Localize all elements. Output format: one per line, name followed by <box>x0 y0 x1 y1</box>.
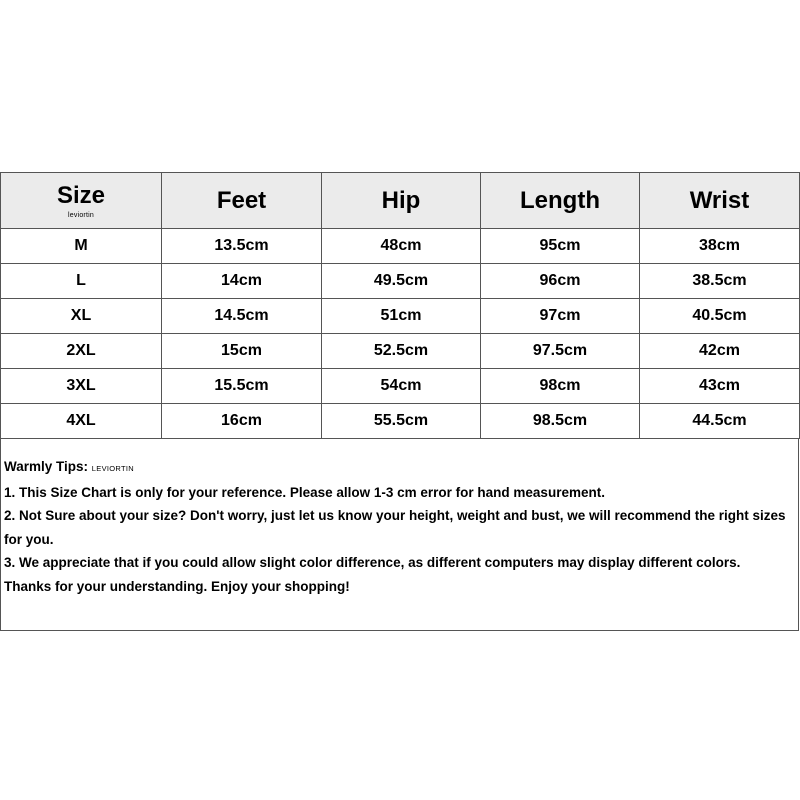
cell-length: 97.5cm <box>481 334 640 369</box>
table-row <box>1 404 800 439</box>
tip-line: 3. We appreciate that if you could allow slight color difference, as different computers may display different colors. <box>4 555 741 570</box>
cell-wrist: 38cm <box>640 229 800 264</box>
cell-size: L <box>1 264 162 299</box>
cell-feet: 15cm <box>162 334 322 369</box>
cell-feet: 15.5cm <box>162 369 322 404</box>
cell-feet: 13.5cm <box>162 229 322 264</box>
cell-length: 97cm <box>481 299 640 334</box>
table-header-row <box>1 173 800 229</box>
header-size-brand: leviortin <box>68 212 94 219</box>
tips-title: Warmly Tips: <box>4 459 89 474</box>
table-row <box>1 369 800 404</box>
cell-size: 2XL <box>1 334 162 369</box>
tip-line: 1. This Size Chart is only for your reference. Please allow 1-3 cm error for hand measurement. <box>4 484 605 500</box>
cell-feet: 16cm <box>162 404 322 439</box>
size-chart <box>0 172 799 631</box>
table-row <box>1 299 800 334</box>
size-table <box>0 172 800 439</box>
cell-hip: 51cm <box>322 299 481 334</box>
tip-line: 2. Not Sure about your size? Don't worry, just let us know your height, weight and bust, we will recommend the right sizes for you. <box>4 508 786 547</box>
table-row <box>1 264 800 299</box>
tips-heading <box>4 455 798 481</box>
cell-hip: 49.5cm <box>322 264 481 299</box>
cell-wrist: 44.5cm <box>640 404 800 439</box>
cell-length: 96cm <box>481 264 640 299</box>
cell-size: 4XL <box>1 404 162 439</box>
table-row <box>1 334 800 369</box>
tip-line: Thanks for your understanding. Enjoy your shopping! <box>4 578 350 594</box>
header-size <box>1 173 162 229</box>
header-wrist: Wrist <box>640 173 800 229</box>
header-feet: Feet <box>162 173 322 229</box>
cell-hip: 48cm <box>322 229 481 264</box>
warmly-tips-box <box>0 439 799 631</box>
cell-size: XL <box>1 299 162 334</box>
cell-wrist: 43cm <box>640 369 800 404</box>
cell-wrist: 42cm <box>640 334 800 369</box>
cell-hip: 52.5cm <box>322 334 481 369</box>
cell-wrist: 40.5cm <box>640 299 800 334</box>
header-size-label: Size <box>56 182 106 209</box>
table-row <box>1 229 800 264</box>
cell-feet: 14.5cm <box>162 299 322 334</box>
cell-hip: 54cm <box>322 369 481 404</box>
cell-length: 98.5cm <box>481 404 640 439</box>
header-length: Length <box>481 173 640 229</box>
cell-size: 3XL <box>1 369 162 404</box>
cell-length: 95cm <box>481 229 640 264</box>
tips-brand: LEVIORTIN <box>91 464 134 473</box>
header-hip: Hip <box>322 173 481 229</box>
cell-size: M <box>1 229 162 264</box>
cell-hip: 55.5cm <box>322 404 481 439</box>
cell-feet: 14cm <box>162 264 322 299</box>
cell-length: 98cm <box>481 369 640 404</box>
cell-wrist: 38.5cm <box>640 264 800 299</box>
